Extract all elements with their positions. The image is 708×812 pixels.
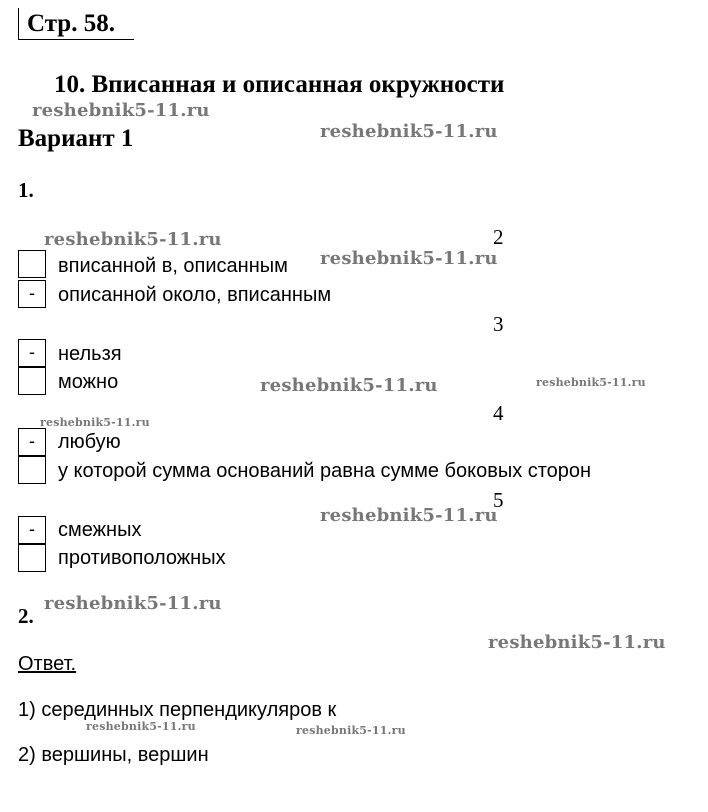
task-1-item-4-option-2-box xyxy=(18,456,46,484)
answer-label: Ответ. xyxy=(18,653,77,675)
task-1-item-3-option-2-box xyxy=(18,367,46,395)
watermark: reshebnik5-11.ru xyxy=(32,100,210,121)
task-1-item-4-number: 4 xyxy=(493,401,504,425)
watermark: reshebnik5-11.ru xyxy=(40,416,150,429)
answer-line-1: 1) серединных перпендикуляров к xyxy=(18,699,337,721)
task-1-item-4-option-2-text: у которой сумма оснований равна сумме боковых сторон xyxy=(58,460,592,482)
task-1-item-5-option-1-box: - xyxy=(18,516,46,544)
task-1-item-4-option-1-text: любую xyxy=(58,431,121,453)
watermark: reshebnik5-11.ru xyxy=(44,593,222,614)
task-1-item-2-option-1-box xyxy=(18,250,46,278)
watermark: reshebnik5-11.ru xyxy=(260,375,438,396)
task-1-item-4-option-1-box: - xyxy=(18,428,46,456)
task-1-item-3-option-2-text: можно xyxy=(58,371,119,393)
variant-title: Вариант 1 xyxy=(18,125,134,152)
watermark: reshebnik5-11.ru xyxy=(488,632,666,653)
task-1-item-3-number: 3 xyxy=(493,312,504,336)
watermark: reshebnik5-11.ru xyxy=(86,720,196,733)
watermark: reshebnik5-11.ru xyxy=(296,724,406,737)
task-1-item-2-number: 2 xyxy=(493,225,504,249)
task-1-item-5-option-2-text: противоположных xyxy=(58,547,226,569)
page-number-label: Стр. 58. xyxy=(18,8,134,40)
watermark: reshebnik5-11.ru xyxy=(320,505,498,526)
task-1-item-5-number: 5 xyxy=(493,488,504,512)
task-1-number: 1. xyxy=(18,178,34,202)
task-1-item-5-option-2-box xyxy=(18,544,46,572)
task-1-item-2-option-1-text: вписанной в, описанным xyxy=(58,255,288,277)
watermark: reshebnik5-11.ru xyxy=(320,121,498,142)
watermark: reshebnik5-11.ru xyxy=(44,229,222,250)
section-heading: 10. Вписанная и описанная окружности xyxy=(54,71,505,98)
task-1-item-2-option-2-text: описанной около, вписанным xyxy=(58,284,332,306)
task-1-item-2-option-2-box: - xyxy=(18,280,46,308)
task-2-number: 2. xyxy=(18,604,34,628)
task-1-item-3-option-1-box: - xyxy=(18,339,46,367)
task-1-item-3-option-1-text: нельзя xyxy=(58,343,122,365)
task-1-item-5-option-1-text: смежных xyxy=(58,519,142,541)
watermark: reshebnik5-11.ru xyxy=(536,376,646,389)
watermark: reshebnik5-11.ru xyxy=(320,248,498,269)
answer-line-2: 2) вершины, вершин xyxy=(18,744,209,766)
